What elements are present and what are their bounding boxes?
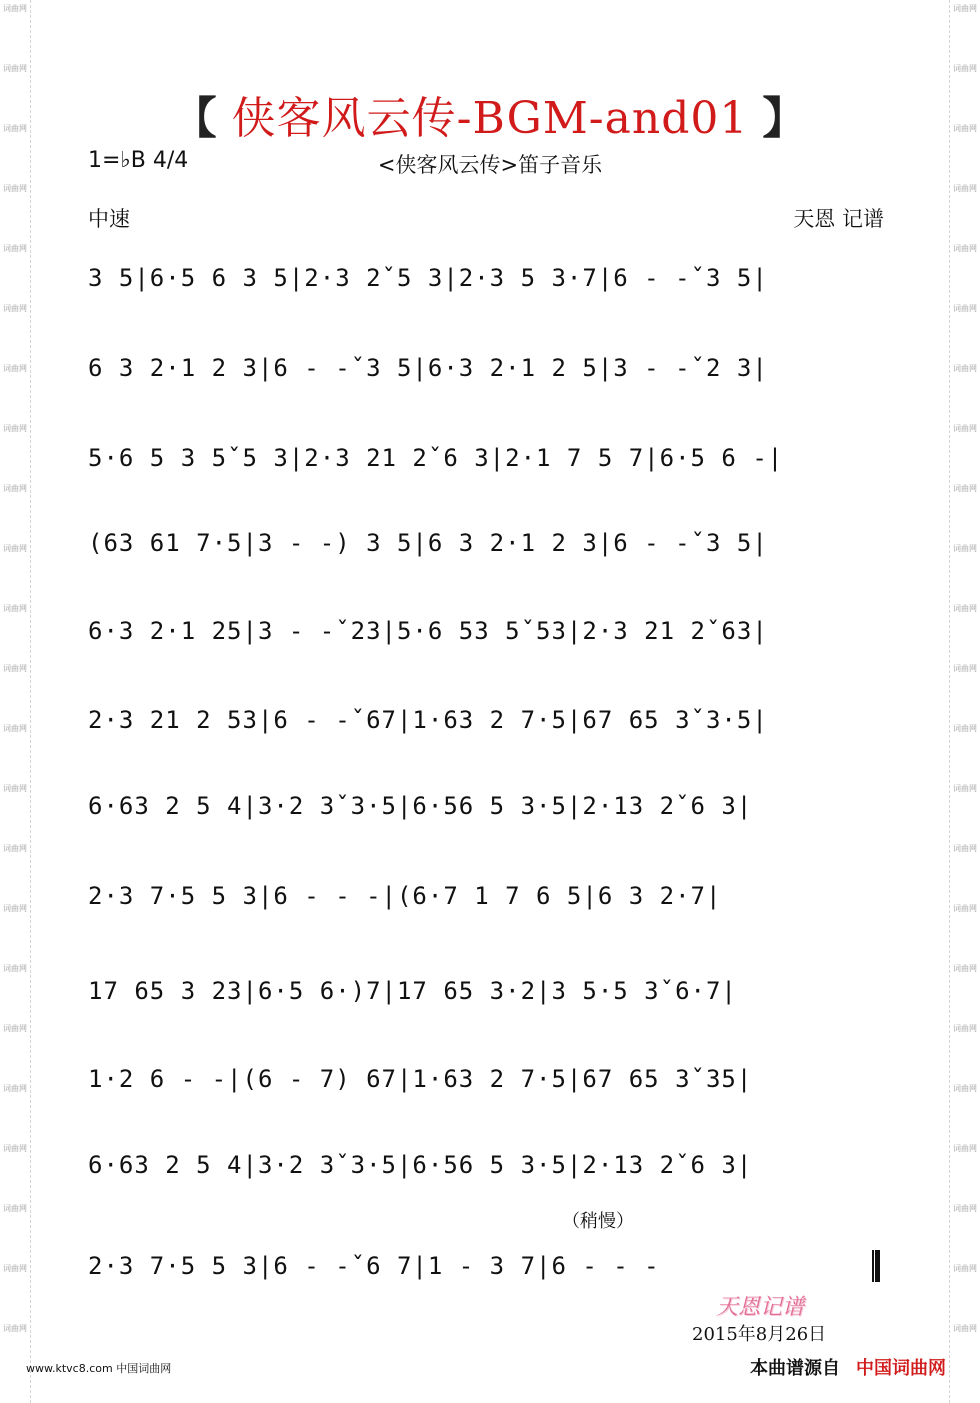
watermark-text: 词曲网: [3, 244, 27, 253]
transcriber-credit: 天恩 记谱: [793, 207, 884, 231]
score-line: 6 3 2·1 2 3|6 - -ˇ3 5|6·3 2·1 2 5|3 - -ˇ2 3|: [88, 354, 768, 382]
watermark-text: 词曲网: [3, 1144, 27, 1153]
watermark-text: 词曲网: [953, 484, 977, 493]
watermark-text: 词曲网: [3, 484, 27, 493]
watermark-text: 词曲网: [3, 784, 27, 793]
watermark-text: 词曲网: [953, 1084, 977, 1093]
watermark-text: 词曲网: [953, 304, 977, 313]
final-barline: [872, 1250, 880, 1282]
watermark-text: 词曲网: [3, 184, 27, 193]
tempo-marking: 中速: [88, 207, 130, 231]
transcription-date: 2015年8月26日: [692, 1324, 827, 1345]
watermark-text: 词曲网: [3, 724, 27, 733]
watermark-text: 词曲网: [953, 724, 977, 733]
watermark-text: 词曲网: [3, 664, 27, 673]
title-open-bracket: 【: [172, 93, 218, 144]
watermark-text: 词曲网: [3, 604, 27, 613]
watermark-text: 词曲网: [953, 64, 977, 73]
score-title: [0, 82, 980, 146]
key-signature: 1=♭B 4/4: [88, 148, 189, 173]
signature-stamp: 天恩记谱: [716, 1295, 805, 1320]
watermark-text: 词曲网: [953, 964, 977, 973]
watermark-text: 词曲网: [3, 904, 27, 913]
watermark-text: 词曲网: [953, 844, 977, 853]
watermark-text: 词曲网: [3, 4, 27, 13]
watermark-text: 词曲网: [3, 424, 27, 433]
score-line: 2·3 21 2 53|6 - -ˇ67|1·63 2 7·5|67 65 3ˇ3·5|: [88, 706, 768, 734]
watermark-text: 词曲网: [3, 1264, 27, 1273]
score-line: 5·6 5 3 5ˇ5 3|2·3 21 2ˇ6 3|2·1 7 5 7|6·5 6 -|: [88, 444, 784, 472]
score-line: 2·3 7·5 5 3|6 - - -|(6·7 1 7 6 5|6 3 2·7|: [88, 882, 722, 910]
source-brand: 中国词曲网: [856, 1358, 946, 1379]
score-line: (63 61 7·5|3 - -) 3 5|6 3 2·1 2 3|6 - -ˇ3 5|: [88, 529, 768, 557]
watermark-text: 词曲网: [3, 544, 27, 553]
title-close-bracket: 】: [762, 93, 808, 144]
source-label: 本曲谱源自: [750, 1358, 840, 1379]
right-watermark-strip: [949, 0, 980, 1403]
score-line: 6·63 2 5 4|3·2 3ˇ3·5|6·56 5 3·5|2·13 2ˇ6 3|: [88, 792, 753, 820]
watermark-text: 词曲网: [953, 784, 977, 793]
watermark-text: 词曲网: [953, 1324, 977, 1333]
subtitle: <侠客风云传>笛子音乐: [377, 153, 603, 177]
watermark-text: 词曲网: [3, 1204, 27, 1213]
watermark-text: 词曲网: [3, 1024, 27, 1033]
watermark-text: 词曲网: [953, 1024, 977, 1033]
watermark-text: 词曲网: [953, 124, 977, 133]
watermark-text: 词曲网: [953, 1264, 977, 1273]
watermark-text: 词曲网: [3, 844, 27, 853]
title-text: 侠客风云传-BGM-and01: [231, 93, 749, 144]
watermark-text: 词曲网: [953, 1204, 977, 1213]
watermark-text: 词曲网: [3, 364, 27, 373]
score-line: 6·63 2 5 4|3·2 3ˇ3·5|6·56 5 3·5|2·13 2ˇ6 3|: [88, 1151, 753, 1179]
watermark-text: 词曲网: [3, 304, 27, 313]
score-line: 6·3 2·1 25|3 - -ˇ23|5·6 53 5ˇ53|2·3 21 2ˇ63|: [88, 617, 768, 645]
score-line: 3 5|6·5 6 3 5|2·3 2ˇ5 3|2·3 5 3·7|6 - -ˇ3 5|: [88, 264, 768, 292]
watermark-text: 词曲网: [3, 124, 27, 133]
watermark-text: 词曲网: [953, 1144, 977, 1153]
watermark-text: 词曲网: [953, 664, 977, 673]
footer-source: [750, 1354, 946, 1380]
watermark-text: 词曲网: [953, 4, 977, 13]
watermark-text: 词曲网: [953, 184, 977, 193]
watermark-text: 词曲网: [953, 244, 977, 253]
watermark-text: 词曲网: [3, 1324, 27, 1333]
watermark-text: 词曲网: [3, 1084, 27, 1093]
watermark-text: 词曲网: [3, 64, 27, 73]
watermark-text: 词曲网: [3, 964, 27, 973]
watermark-text: 词曲网: [953, 904, 977, 913]
watermark-text: 词曲网: [953, 424, 977, 433]
score-line: 1·2 6 - -|(6 - 7) 67|1·63 2 7·5|67 65 3ˇ35|: [88, 1065, 753, 1093]
score-line: 17 65 3 23|6·5 6·)7|17 65 3·2|3 5·5 3ˇ6·7|: [88, 977, 737, 1005]
footer-site: www.ktvc8.com 中国词曲网: [26, 1362, 172, 1375]
score-line: 2·3 7·5 5 3|6 - -ˇ6 7|1 - 3 7|6 - - -: [88, 1252, 660, 1280]
watermark-text: 词曲网: [953, 364, 977, 373]
watermark-text: 词曲网: [953, 544, 977, 553]
slower-tempo-mark: （稍慢）: [562, 1211, 634, 1232]
watermark-text: 词曲网: [953, 604, 977, 613]
left-watermark-strip: [0, 0, 31, 1403]
